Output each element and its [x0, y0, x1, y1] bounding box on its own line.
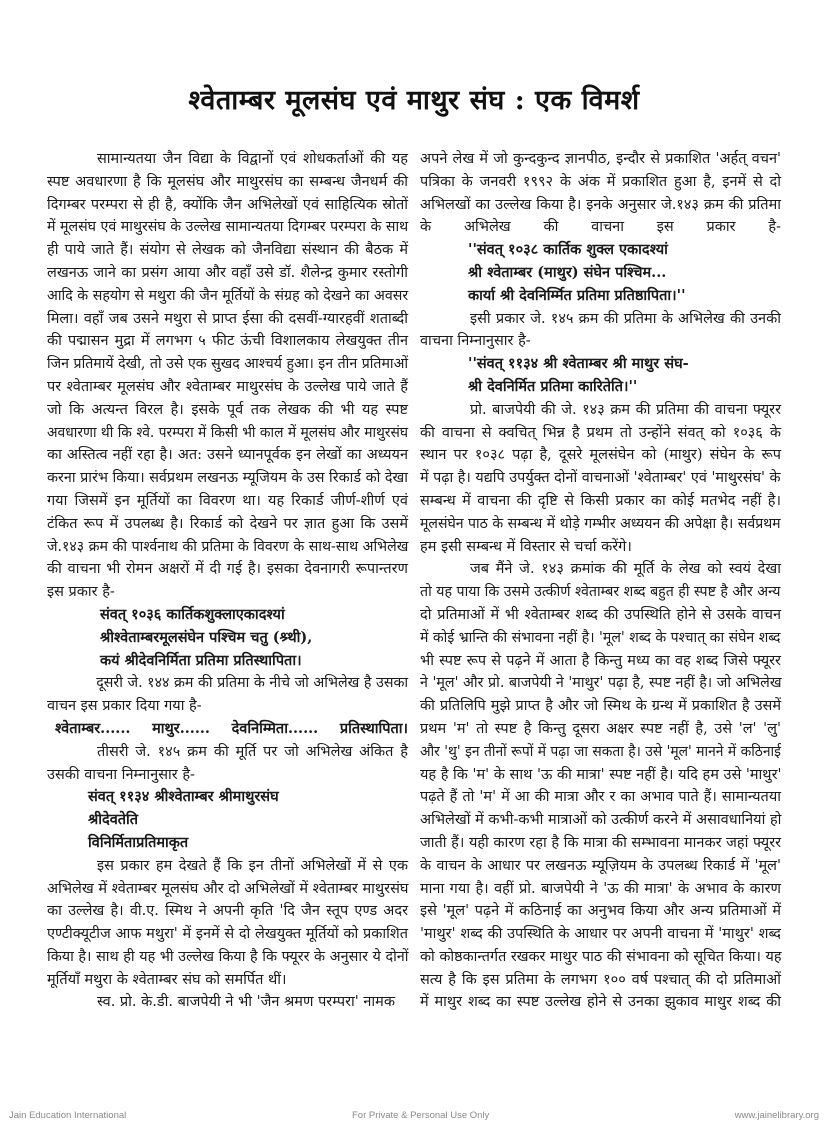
text-line: जो कि अत्यन्त विरल है। इसके पूर्व तक लेखक की भी यह स्पष्ट [47, 401, 408, 418]
text-line: अवधारणा थी कि श्वे. परम्परा में किसी भी काल में मूलसंघ और माथुरसंघ [47, 424, 409, 441]
text-line: स्व. प्रो. के.डी. बाजपेयी ने भी 'जैन श्रमण परम्परा' नामक [97, 994, 395, 1011]
text-line: प्रथम 'म' तो स्पष्ट है किन्तु दूसरा अक्षर स्पष्ट नहीं है, उसे 'ल' 'लु' [420, 720, 781, 737]
text-line: मूर्तियाँ मथुरा के श्वेताम्बर संघ को समर्पित थीं। [47, 971, 287, 988]
text-line: जिन प्रतिमायें देखी, तो उसे एक सुखद आश्चर्य हुआ। इन तीन प्रतिमाओं [47, 356, 409, 373]
inscription-quote [47, 718, 408, 741]
text-line: स्थान पर १०३८ पढ़ा है, दूसरे मूलसंघेन को (माथुर) संघेन के रूप [420, 447, 781, 464]
text-line: के अभिलेख की वाचना इस प्रकार है- [420, 219, 781, 236]
paragraph [47, 991, 408, 1014]
text-line: पत्रिका के जनवरी १९९२ के अंक में प्रकाशित हुआ है, इनमें से दो [420, 173, 781, 190]
text-line: 'माथुर' शब्द की उपस्थिति के आधार पर अपनी वाचना में 'माथुर' शब्द [420, 926, 781, 943]
text-line: अभिलेखों में कभी-कभी मात्राओं को उत्कीर्ण करने में असावधानियां हो [420, 812, 782, 829]
inscription-quote [47, 786, 408, 854]
paragraph [420, 148, 781, 239]
quote-line: श्री श्वेताम्बर (माथुर) संघेन पश्चिम... [468, 263, 667, 281]
text-line: दो प्रतिमाओं में भी श्वेताम्बर शब्द की उपस्थिति होने से उसके वाचन [420, 606, 781, 623]
text-line: को कोष्ठकान्तर्गत रखकर माथुर पाठ की संभावना को सूचित किया। यह [420, 948, 782, 965]
text-line: ने 'मूल' और प्रो. बाजपेयी ने 'माथुर' पढ़ा है, स्पष्ट नहीं है। जो अभिलेख [420, 675, 782, 692]
paragraph [47, 672, 408, 718]
text-line: पर श्वेताम्बर मूलसंघ और श्वेताम्बर माथुरसंघ के उल्लेख पाये जाते हैं [47, 378, 408, 395]
text-line: मिला। वहाँ जब उसने मथुरा से प्राप्त ईसा की दसवीं-ग्यारहवीं शताब्दी [47, 310, 408, 327]
quote-line: कार्या श्री देवनिर्म्मित प्रतिमा प्रतिष्ठापिता।'' [468, 286, 686, 304]
text-line: की प्रतिलिपि मुझे प्राप्त है और जो स्मिथ के ग्रन्थ में प्रकाशित है उसमें [420, 698, 781, 715]
text-line: में कोई भ्रान्ति की संभावना नहीं है। 'मूल' शब्द के पश्चात् का संघेन शब्द [420, 629, 781, 646]
footer-publisher: Jain Education International [9, 1110, 127, 1121]
text-line: इसी प्रकार जे. १४५ क्रम की प्रतिमा के अभिलेख की उनकी [470, 310, 781, 327]
text-line: जाती हैं। यही कारण रहा है कि मात्रा की सम्भावना मानकर जहां फ्यूरर [420, 834, 782, 851]
text-line: दिगम्बर परम्परा से ही है, क्योंकि जैन अभिलेखों एवं साहित्यिक स्रोतों [47, 196, 408, 213]
quote-line: श्री देवनिर्मित प्रतिमा कारितेति।'' [468, 377, 638, 395]
text-line: किया है। साथ ही यह भी उल्लेख किया है कि फ्यूरर के अनुसार ये दोनों [47, 948, 409, 965]
text-line: के वाचन के आधार पर लखनऊ म्यूज़ियम के उपलब्ध रिकार्ड में 'मूल' [420, 857, 781, 874]
text-line: करना प्रारंभ किया। सर्वप्रथम लखनऊ म्यूजियम के उस रिकार्ड को देखा [47, 470, 408, 487]
right-column [420, 148, 781, 1014]
quote-line: श्रीश्वेताम्बरमूलसंघेन पश्चिम चतु (श्र्थी), [100, 628, 313, 646]
text-line: सत्य है कि इस प्रतिमा के लगभग १०० वर्ष पश्चात् की दो प्रतिमाओं [420, 971, 781, 988]
text-line: इस प्रकार हम देखते हैं कि इन तीनों अभिलेखों में से एक [97, 857, 408, 874]
text-line: की पद्मासन मुद्रा में लगभग ५ फीट ऊंची विशालकाय लेखयुक्त तीन [47, 333, 408, 350]
text-line: की वाचना से क्वचित् भिन्न है प्रथम तो उन्होंने संवत् को १०३६ के [420, 424, 781, 441]
quote-line: संवत् १०३६ कार्तिकशुक्लाएकादश्यां [100, 605, 285, 623]
inscription-quote [47, 604, 408, 672]
text-line: अभिलेख में श्वेताम्बर मूलसंघ और दो अभिलेखों में श्वेताम्बर माथुरसंघ [47, 880, 409, 897]
text-line: वाचन इस प्रकार दिया गया है- [47, 698, 202, 715]
paragraph [420, 308, 781, 354]
text-line: तो यह पाया कि उसमे उत्कीर्ण श्वेताम्बर शब्द बहुत ही स्पष्ट है और अन्य [420, 584, 781, 601]
quote-line: श्रीदेवतेति [88, 811, 139, 829]
footer-usage-note: For Private & Personal Use Only [352, 1110, 490, 1121]
paragraph [47, 148, 408, 604]
text-line: स्पष्ट अवधारणा है कि मूलसंघ और माथुरसंघ का सम्बन्ध जैनधर्म की [47, 173, 408, 190]
paragraph [420, 399, 781, 559]
quote-line: संवत् ११३४ श्रीश्वेताम्बर श्रीमाथुरसंघ [88, 788, 279, 806]
text-line: जब मैंने जे. १४३ क्रमांक की मूर्ति के लेख को स्वयं देखा [470, 561, 781, 578]
text-line: सामान्यतया जैन विद्या के विद्वानों एवं शोधकर्ताओं की यह [97, 151, 408, 167]
text-line: की वाचना भी रोमन अक्षरों में दी गई है। इसका देवनागरी रूपान्तरण [47, 561, 408, 578]
quote-line: विनिर्मिताप्रतिमाकृत [88, 833, 189, 851]
footer-website-link[interactable]: www.jainelibrary.org [734, 1110, 819, 1121]
paragraph [420, 558, 781, 1014]
text-line: लखनऊ जाने का प्रसंग आया और वहाँ उसे डॉ. शैलेन्द्र कुमार रस्तोगी [47, 264, 408, 281]
paragraph [47, 855, 408, 992]
text-line: आदि के सहयोग से मथुरा की जैन मूर्तियों के संग्रह को देखने का अवसर [47, 287, 409, 304]
text-line: का उल्लेख है। वी.ए. स्मिथ ने अपनी कृति 'दि जैन स्तूप एण्ड अदर [47, 903, 408, 920]
text-line: में मूलसंघ एवं माथुरसंघ के उल्लेख सामान्यतया दिगम्बर परम्परा के साथ [47, 219, 409, 236]
quote-line: ''संवत् १०३८ कार्तिक शुक्ल एकादश्यां [468, 241, 668, 259]
text-line: में माथुर शब्द का स्पष्ट उल्लेख होने से उनका झुकाव माथुर शब्द की [420, 994, 781, 1011]
article-title: श्वेताम्बर मूलसंघ एवं माथुर संघ : एक विमर्श [188, 85, 640, 116]
left-column [47, 148, 408, 1014]
text-line: भी स्पष्ट रूप से पढ़ने में आता है किन्तु मध्य का वह शब्द जिसे फ्यूरर [420, 652, 781, 669]
text-line: माना गया है। वहीं प्रो. बाजपेयी ने 'ऊ की मात्रा' के अभाव के कारण [420, 880, 781, 897]
text-line: वाचना निम्नानुसार है- [420, 333, 531, 350]
text-line: एण्टीक्यूटीज आफ मथुरा' में इनमें से दो लेखयुक्त मूर्तियों को प्रकाशित [47, 926, 408, 943]
text-line: तीसरी जे. १४५ क्रम की मूर्ति पर जो अभिलेख अंकित है [97, 743, 408, 760]
text-line: जे.१४३ क्रम की पार्श्वनाथ की प्रतिमा के विवरण के साथ-साथ अभिलेख [47, 538, 409, 555]
text-line: इसे 'मूल' पढ़ने में कठिनाई का अनुभव किया और अन्य प्रतिमाओं में [420, 903, 781, 920]
text-line: ही पाये जाते हैं। संयोग से लेखक को जैनविद्या संस्थान की बैठक में [47, 242, 408, 259]
text-line: पढ़ते हैं तो 'म' में आ की मात्रा और र का अभाव पाते हैं। सामान्यतया [420, 789, 781, 806]
text-line: सम्बन्ध में वाचना की दृष्टि से किसी प्रकार का कोई मतभेद नहीं है। [420, 492, 781, 509]
text-line: टंकित रूप में उपलब्ध है। रिकार्ड को देखने पर ज्ञात हुआ कि उसमें [47, 515, 408, 532]
text-line: और 'थु' इन तीनों रूपों में पढ़ा जा सकता है। उसे 'मूल' मानने में कठिनाई [420, 743, 781, 760]
text-line: यह है कि 'म' के साथ 'ऊ की मात्रा' स्पष्ट नहीं है। यदि हम उसे 'माथुर' [420, 766, 782, 783]
text-line: उसकी वाचना निम्नानुसार है- [47, 766, 195, 783]
text-line: में पढ़ा है। यद्यपि उपर्युक्त दोनों वाचनाओं 'श्वेताम्बर' एवं 'माथुरसंघ' के [420, 470, 781, 487]
text-line: अपने लेख में जो कुन्दकुन्द ज्ञानपीठ, इन्दौर से प्रकाशित 'अर्हत् वचन' [420, 151, 781, 167]
text-line: का अस्तित्व नहीं रहा है। अत: उसने ध्यानपूर्वक इन लेखों का अध्ययन [47, 447, 408, 464]
quote-line: श्वेताम्बर...... माथुर...... देवनिम्मिता...... प्रतिस्थापिता। [55, 719, 408, 737]
inscription-quote [420, 353, 781, 399]
text-line: अभिलखों का उल्लेख किया है। इनके अनुसार जे.१४३ क्रम की प्रतिमा [420, 196, 781, 213]
text-line: दूसरी जे. १४४ क्रम की प्रतिमा के नीचे जो अभिलेख है उसका [96, 675, 409, 692]
paragraph [47, 741, 408, 787]
inscription-quote [420, 239, 781, 307]
quote-line: ''संवत् ११३४ श्री श्वेताम्बर श्री माथुर संघ- [468, 355, 689, 373]
text-line: हम इसी सम्बन्ध में विस्तार से चर्चा करेंगे। [420, 538, 632, 555]
text-line: गया जिसमें इन मूर्तियों का विवरण था। यह रिकार्ड जीर्ण-शीर्ण एवं [47, 492, 408, 509]
text-line: इस प्रकार है- [47, 584, 115, 601]
text-line: प्रो. बाजपेयी की जे. १४३ क्रम की प्रतिमा की वाचना फ्यूरर [470, 401, 781, 418]
text-line: मूलसंघेन पाठ के सम्बन्ध में थोड़े गम्भीर अध्ययन की अपेक्षा है। सर्वप्रथम [420, 515, 781, 532]
quote-line: कयं श्रीदेवनिर्मिता प्रतिमा प्रतिस्थापिता। [100, 651, 302, 669]
